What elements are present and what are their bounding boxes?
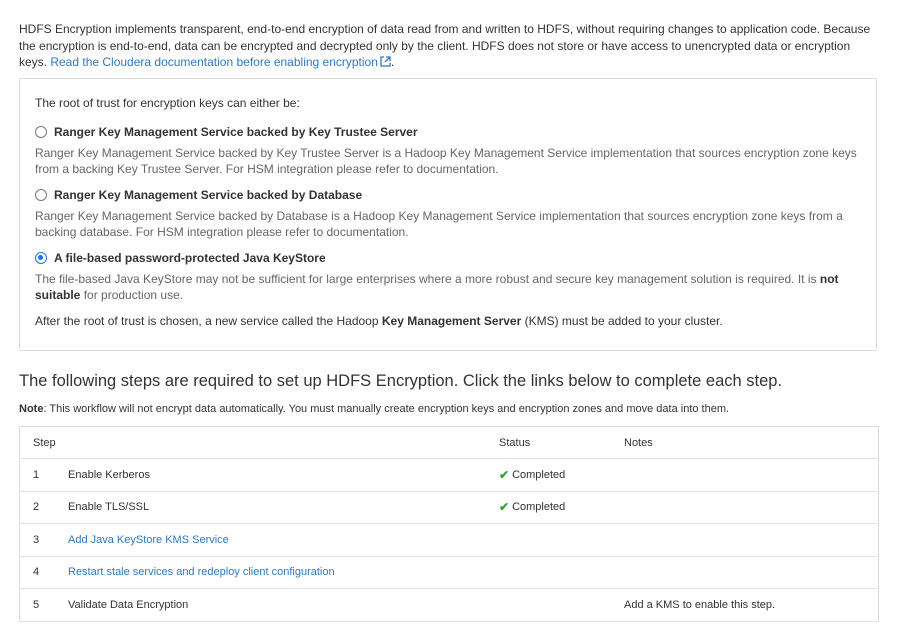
after-post: (KMS) must be added to your cluster. — [521, 314, 723, 328]
intro-text: HDFS Encryption implements transparent, end-to-end encryption of data read from and written to HDFS, without requiring changes to application code. Because the encryption is end-to-end, data can be encrypted and decrypted only by the client. HDFS does not store or have access to unencrypted data or encryption keys. — [19, 22, 871, 69]
check-icon: ✔ — [499, 500, 510, 515]
option-kts — [35, 125, 865, 177]
step-number: 5 — [33, 598, 40, 611]
docs-link[interactable] — [50, 55, 391, 69]
header-status: Status — [499, 436, 531, 449]
desc-bold: not suitable — [35, 272, 839, 302]
steps-heading: The following steps are required to set up HDFS Encryption. Click the links below to complete each step. — [19, 372, 783, 390]
desc-post: for production use. — [80, 288, 184, 302]
option-kts-head[interactable] — [35, 125, 865, 139]
restart-services-link[interactable]: Restart stale services and redeploy client configuration — [68, 566, 335, 579]
step-number: 2 — [33, 501, 40, 514]
step-name: Enable TLS/SSL — [68, 501, 150, 514]
note-text: : This workflow will not encrypt data automatically. You must manually create encryption keys and encryption zones and move data into them. — [43, 403, 730, 415]
desc-pre: The file-based Java KeyStore may not be sufficient for large enterprises where a more robust and secure key management solution is required. It is — [35, 272, 820, 286]
step-status — [499, 468, 624, 482]
after-pre: After the root of trust is chosen, a new service called the Hadoop — [35, 314, 382, 328]
table-row — [20, 459, 878, 492]
option-java-keystore-desc — [35, 271, 865, 303]
table-row — [20, 557, 878, 590]
step-name — [68, 566, 499, 578]
step-name: Validate Data Encryption — [68, 598, 189, 611]
option-kts-label: Ranger Key Management Service backed by Key Trustee Server — [54, 125, 418, 139]
option-database-head[interactable] — [35, 188, 865, 202]
radio-database[interactable] — [35, 189, 47, 201]
step-name: Enable Kerberos — [68, 468, 150, 481]
root-of-trust-lead: The root of trust for encryption keys can either be: — [35, 96, 300, 110]
after-bold: Key Management Server — [381, 314, 522, 328]
option-java-keystore-head[interactable] — [35, 251, 865, 265]
step-number: 3 — [33, 533, 40, 546]
workflow-note — [19, 403, 729, 415]
radio-kts[interactable] — [35, 126, 47, 138]
table-row — [20, 524, 878, 557]
status-label: Completed — [512, 501, 566, 514]
header-notes: Notes — [624, 436, 653, 449]
table-row — [20, 492, 878, 525]
note-label: Note — [19, 403, 44, 415]
status-label: Completed — [512, 468, 566, 481]
step-number: 4 — [33, 566, 40, 579]
after-root-text — [35, 314, 723, 328]
intro-paragraph — [19, 21, 879, 71]
option-java-keystore — [35, 251, 865, 303]
intro-end: . — [390, 55, 395, 69]
root-of-trust-panel — [19, 78, 877, 351]
radio-java-keystore[interactable] — [35, 252, 47, 264]
table-header — [20, 427, 878, 459]
add-kms-link[interactable]: Add Java KeyStore KMS Service — [68, 533, 229, 546]
option-database — [35, 188, 865, 240]
header-step: Step — [33, 436, 56, 449]
option-kts-desc: Ranger Key Management Service backed by Key Trustee Server is a Hadoop Key Management Service implementation that sources encryption zone keys from a backing Key Trustee Server. For HSM integration please refer to documentation. — [35, 146, 857, 176]
option-java-keystore-label: A file-based password-protected Java KeyStore — [54, 251, 326, 265]
option-database-label: Ranger Key Management Service backed by Database — [54, 188, 363, 202]
docs-link-label: Read the Cloudera documentation before enabling encryption — [50, 55, 378, 69]
table-row — [20, 589, 878, 622]
step-name — [68, 534, 499, 546]
step-notes: Add a KMS to enable this step. — [624, 598, 776, 611]
step-status — [499, 500, 624, 514]
steps-table — [19, 426, 879, 622]
check-icon: ✔ — [499, 467, 510, 482]
option-database-desc: Ranger Key Management Service backed by Database is a Hadoop Key Management Service implementation that sources encryption zone keys from a backing database. For HSM integration please refer to documentation. — [35, 209, 843, 239]
external-link-icon — [380, 56, 391, 67]
step-number: 1 — [33, 468, 40, 481]
